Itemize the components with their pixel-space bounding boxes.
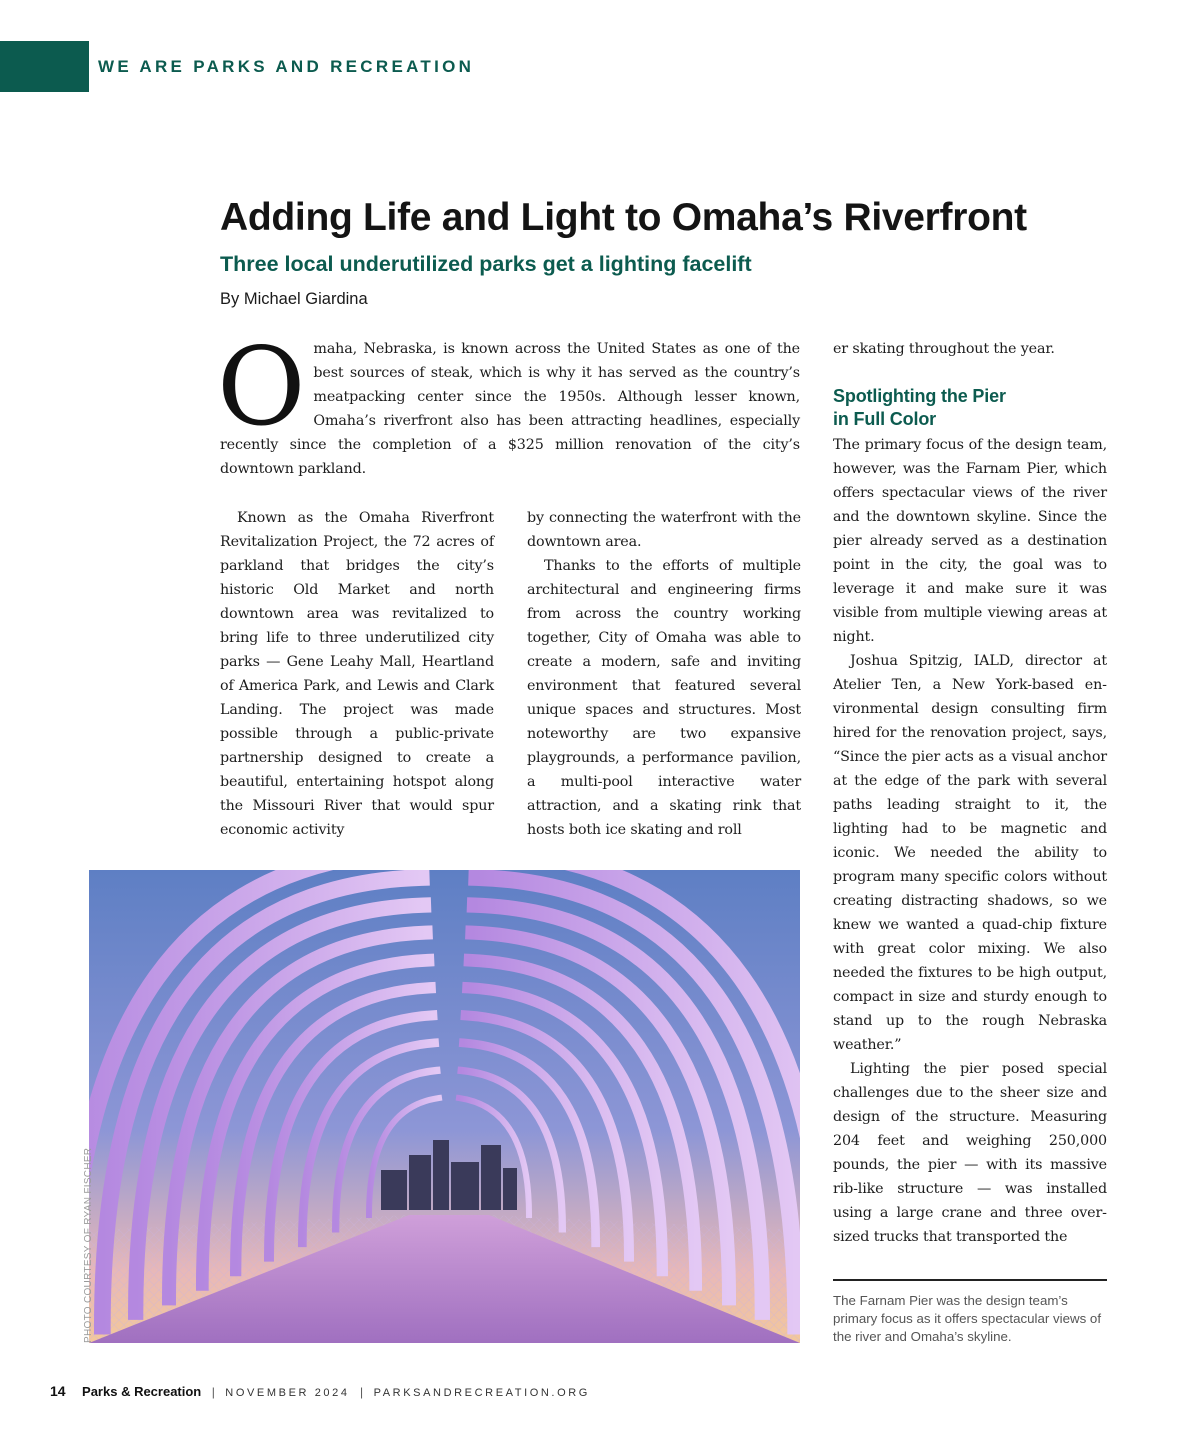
subhead-line-2: in Full Color bbox=[833, 409, 937, 429]
column-2 bbox=[527, 506, 801, 842]
section-color-bar bbox=[0, 41, 89, 92]
body-paragraph: by connecting the waterfront with the downtown area. bbox=[527, 510, 801, 550]
intro-paragraph bbox=[217, 325, 800, 481]
intro-text: maha, Nebraska, is known across the United States as one of the best sources of steak, which is why it has served as the country’s meatpacking center since the 1950s. Although lesser known, Omaha’s riverfront also has been attracting headlines, especially recently since the completion of a $325 million renovation of the city’s downtown parkland. bbox=[220, 341, 800, 477]
article-subtitle: Three local underutilized parks get a lighting facelift bbox=[220, 252, 752, 276]
photo-credit: PHOTO COURTESY OF RYAN FISCHER bbox=[83, 1147, 94, 1343]
page-footer bbox=[50, 1383, 590, 1401]
body-paragraph: er skating throughout the year. bbox=[833, 341, 1055, 357]
footer-separator: | bbox=[211, 1385, 215, 1399]
column-1 bbox=[220, 506, 494, 842]
pier-photo bbox=[89, 870, 800, 1343]
caption-rule bbox=[833, 1279, 1107, 1281]
publication-name: Parks & Recreation bbox=[82, 1384, 202, 1399]
photo-caption: The Farnam Pier was the design team’s primary focus as it offers spectacular views of the river and Omaha’s skyline. bbox=[833, 1293, 1102, 1344]
drop-cap: O bbox=[217, 325, 306, 450]
column-3 bbox=[833, 337, 1107, 1249]
article-title: Adding Life and Light to Omaha’s Riverfront bbox=[220, 196, 1027, 239]
body-paragraph: Lighting the pier posed special challenges due to the sheer size and design of the structure. Measuring 204 feet and weighing 250,000 pounds, the pier — with its massive rib-like structure — was installed using a large crane and three oversized trucks that transported the bbox=[833, 1061, 1107, 1245]
body-paragraph: Joshua Spitzig, IALD, director at Atelier Ten, a New York-based environmental design consulting firm hired for the renovation project, says, “Since the pier acts as a visual anchor at the edge of the park with several paths leading straight to it, the lighting had to be magnetic and iconic. We needed the ability to program many specific colors without creating distracting shadows, so we knew we wanted a quad-chip fixture with great color mixing. We also needed the fixtures to be high output, compact in size and sturdy enough to stand up to the rough Nebraska weather.” bbox=[833, 653, 1107, 1053]
issue-date: NOVEMBER 2024 bbox=[225, 1387, 350, 1399]
section-subhead bbox=[833, 385, 1107, 431]
publication-url: PARKSANDRECREATION.ORG bbox=[373, 1387, 590, 1399]
body-paragraph: Known as the Omaha Riverfront Revitalization Project, the 72 acres of parkland that bridges the city’s historic Old Market and north downtown area was revitalized to bring life to three underutilized city parks — Gene Leahy Mall, Heartland of America Park, and Lewis and Clark Landing. The project was made possible through a public-private partnership designed to create a beautiful, entertaining hotspot along the Missouri River that would spur economic activity bbox=[220, 510, 494, 838]
byline: By Michael Giardina bbox=[220, 290, 368, 308]
subhead-line-1: Spotlighting the Pier bbox=[833, 386, 1006, 406]
pier-illustration bbox=[89, 870, 800, 1343]
section-label: WE ARE PARKS AND RECREATION bbox=[98, 57, 475, 76]
footer-separator: | bbox=[360, 1385, 364, 1399]
page-number: 14 bbox=[50, 1383, 66, 1399]
body-paragraph: Thanks to the efforts of multiple architectural and engineering firms from across the country working together, City of Omaha was able to create a modern, safe and inviting environment that featured several unique spaces and structures. Most noteworthy are two expansive playgrounds, a performance pavilion, a multi-pool interactive water attraction, and a skating rink that hosts both ice skating and roll bbox=[527, 558, 801, 838]
body-paragraph: The primary focus of the design team, however, was the Farnam Pier, which offers spectacular views of the river and the downtown skyline. Since the pier already served as a destination point in the city, the goal was to leverage it and make sure it was visible from multiple viewing areas at night. bbox=[833, 437, 1107, 645]
